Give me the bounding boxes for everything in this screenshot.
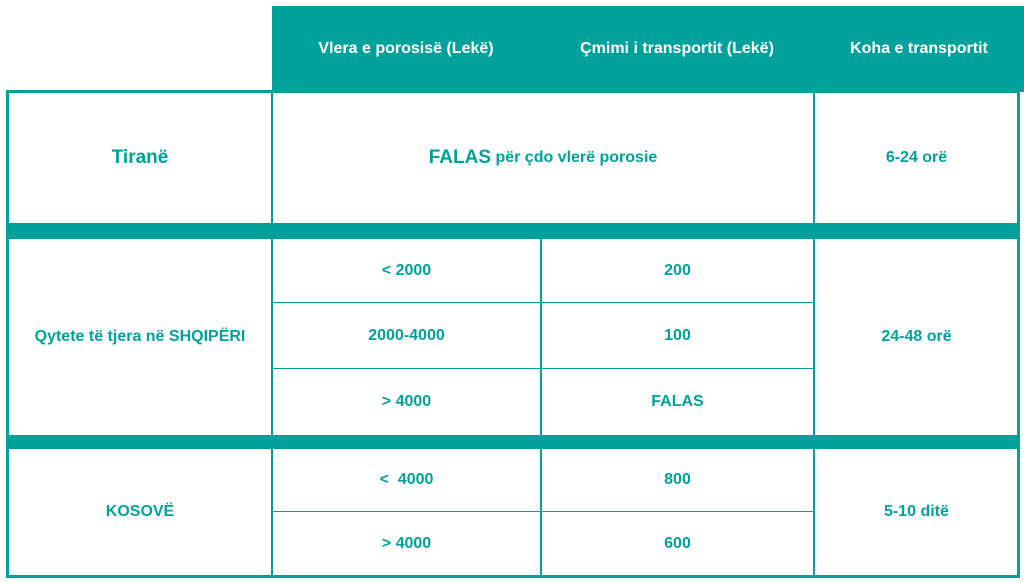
tirana-offer-rest: për çdo vlerë porosie — [491, 149, 658, 166]
kosovo-time: 5-10 ditë — [884, 503, 949, 520]
albania-value-3: > 4000 — [381, 393, 432, 410]
header-transport-price: Çmimi i transportit (Lekë) — [580, 40, 774, 57]
kosovo-value-2: > 4000 — [381, 534, 432, 552]
kosovo-price-2: 600 — [664, 534, 691, 552]
tirana-offer — [273, 93, 813, 223]
albania-time: 24-48 orë — [881, 328, 952, 345]
albania-price-2: 100 — [664, 326, 691, 344]
region-kosovo: KOSOVË — [105, 503, 175, 520]
albania-value-1: < 2000 — [381, 261, 432, 279]
albania-price-1: 200 — [664, 261, 691, 279]
kosovo-value-1: < 4000 — [379, 471, 434, 488]
kosovo-price-1: 800 — [664, 471, 691, 488]
tirana-offer-strong: FALAS — [428, 147, 491, 168]
region-albania: Qytete të tjera në SHQIPËRI — [34, 328, 246, 345]
albania-price-3: FALAS — [651, 393, 704, 410]
tirana-time: 6-24 orë — [885, 149, 948, 166]
region-tirana: Tiranë — [111, 147, 169, 168]
header-order-value: Vlera e porosisë (Lekë) — [318, 40, 494, 57]
header-transport-time: Koha e transportit — [850, 40, 988, 57]
albania-value-2: 2000-4000 — [368, 326, 445, 344]
